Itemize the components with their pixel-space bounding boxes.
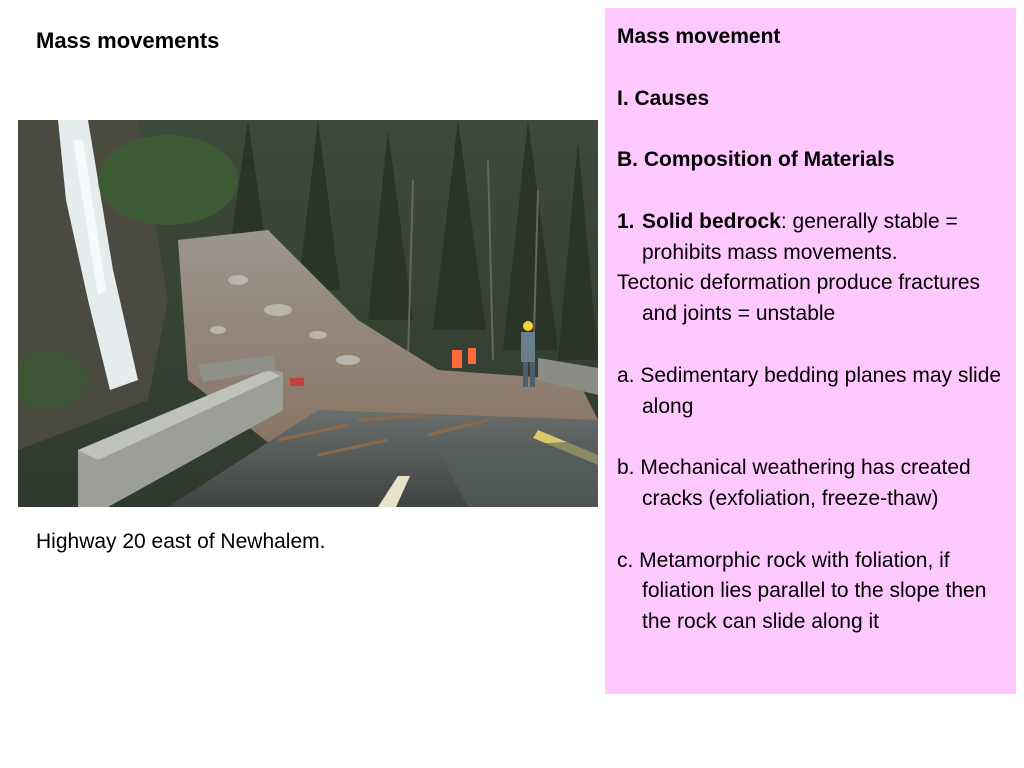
point-b: b. Mechanical weathering has created cracks (exfoliation, freeze-thaw) — [617, 456, 971, 510]
point-a: a. Sedimentary bedding planes may slide along — [617, 363, 1002, 418]
point-c: c. Metamorphic rock with foliation, if foliation lies parallel to the slope then the rock can slide along it — [617, 548, 987, 634]
item-term: Solid bedrock — [642, 209, 781, 233]
item-number: 1. — [617, 209, 635, 233]
section-heading: I. Causes — [617, 86, 710, 110]
subsection-heading: B. Composition of Materials — [617, 148, 895, 172]
slide-title: Mass movements — [36, 28, 220, 53]
numbered-item — [617, 207, 1006, 269]
landslide-photo — [18, 120, 598, 507]
panel-heading: Mass movement — [617, 25, 781, 48]
item-text: : generally stable = prohibits mass movements. — [642, 209, 958, 264]
notes-panel — [605, 8, 1016, 694]
photo-caption: Highway 20 east of Newhalem. — [36, 530, 326, 553]
tectonic-note: Tectonic deformation produce fractures and joints = unstable — [617, 271, 981, 326]
